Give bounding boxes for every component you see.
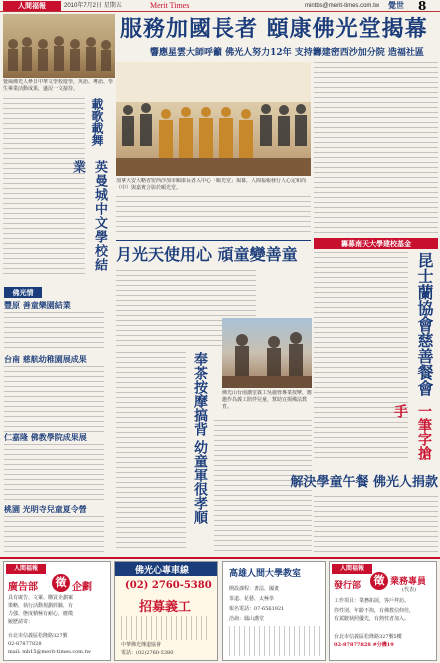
left-ad-title2: 企劃 bbox=[72, 582, 92, 593]
left-ad-line-1: 具有廣告、文案、購買企劃案 bbox=[8, 595, 74, 601]
people-silhouettes bbox=[3, 14, 115, 78]
left-section-text-2 bbox=[4, 366, 104, 432]
ads-divider bbox=[0, 557, 440, 559]
left-recruit-ad bbox=[3, 561, 111, 661]
middle-vertical-headline-1: 奉茶按摩搞背 bbox=[192, 352, 208, 436]
section-name: 覺世 bbox=[388, 0, 404, 10]
right-ad-title: 發行部 bbox=[334, 581, 362, 591]
right-ad-subtitle: (代表) bbox=[402, 587, 416, 593]
buddhist-section-label: 佛光情 bbox=[4, 287, 42, 298]
right-vertical-subheadline: 一筆字搶手 bbox=[392, 404, 432, 460]
volunteer-ad-title: 佛光心專車線 bbox=[135, 566, 190, 576]
main-photo bbox=[116, 62, 311, 176]
newspaper-logo: 人間福報 bbox=[3, 1, 61, 11]
volunteer-ad-line-1: 中華佛光傳道協會 bbox=[121, 642, 162, 648]
left-ad-line-3: 力強、態度積極有耐心，應徵 bbox=[8, 611, 74, 617]
main-article-text-lower bbox=[116, 196, 311, 236]
university-ad-text bbox=[229, 626, 321, 656]
massage-scene bbox=[222, 318, 312, 388]
right-ad-line-4: 台北市信義區松隆路327號5樓 bbox=[334, 634, 402, 640]
right-ad-line-3: 有駕駛執照優先，有熱忱者加入。 bbox=[334, 616, 410, 622]
middle-headline: 月光天使用心 頑童變善童 bbox=[116, 245, 298, 264]
left-vertical-headline-2: 英曼城中文學校結業 bbox=[70, 160, 107, 272]
left-ad-logo: 人間福報 bbox=[6, 564, 46, 574]
main-article-text-right bbox=[314, 62, 438, 234]
left-ad-line-7: mail: mh15@merit-times.com.tw bbox=[8, 649, 91, 655]
university-ad-line-3: 報名電話：07-6561921 bbox=[229, 606, 285, 612]
middle-divider bbox=[116, 240, 311, 241]
left-ad-line-4: 履歷請寄： bbox=[8, 619, 34, 625]
contact-email: mintbs@merit-times.com.tw bbox=[305, 3, 380, 9]
merit-times-label: Merit Times bbox=[150, 1, 190, 10]
right-ad-logo: 人間福報 bbox=[332, 564, 372, 574]
middle-article-text-left bbox=[116, 352, 186, 552]
right-ad-line-1: 工作項目：業務拓展，客戶拜訪。 bbox=[334, 598, 410, 604]
volunteer-ad-line-2: 電話：(02)2760-5380 bbox=[121, 650, 174, 656]
volunteer-ad-text bbox=[121, 616, 211, 640]
bottom-right-headline: 解決學童午餐 佛光人捐款 bbox=[290, 475, 438, 490]
right-recruit-ad bbox=[329, 561, 437, 661]
issue-date: 2010年7月2日 星期五 bbox=[64, 3, 122, 9]
right-ad-hiring-badge: 徵 bbox=[370, 572, 388, 590]
university-ad-title: 高雄人間大學教室 bbox=[229, 569, 302, 579]
middle-photo-caption: 佛光山台南講堂義工吳麗蓉專業按摩，應邀作為義工陪伴兒童，幫助宣揚佛法教育。 bbox=[222, 390, 312, 410]
left-ad-line-2: 策略、執行活動規劃經驗，有 bbox=[8, 603, 74, 609]
volunteer-ad-recruit: 招募義工 bbox=[139, 600, 192, 615]
left-ad-hiring-badge: 徵 bbox=[52, 574, 70, 592]
university-ad-line-1: 開設課程：書法、國畫 bbox=[229, 586, 280, 592]
middle-photo bbox=[222, 318, 312, 388]
left-section-head-3: 仁嘉隆 佛教學院成果展 bbox=[4, 432, 87, 442]
left-article-text bbox=[3, 98, 85, 278]
main-headline: 服務加國長者 頤康佛光堂揭幕 bbox=[120, 16, 428, 42]
right-fundraise-label: 籌募南天大學建校基金 bbox=[314, 238, 438, 249]
masthead bbox=[0, 0, 440, 12]
right-article-text bbox=[314, 252, 408, 462]
page-number: 8 bbox=[418, 0, 427, 13]
left-ad-title: 廣告部 bbox=[8, 582, 38, 593]
volunteer-ad-phone: (02) 2760-5380 bbox=[125, 580, 212, 591]
left-section-text-4 bbox=[4, 516, 104, 556]
left-section-head-4: 桃園 光明寺兒童夏令營 bbox=[4, 504, 87, 514]
volunteer-recruit-ad bbox=[114, 561, 218, 661]
university-ad-line-4: 洽詢：鳳山講堂 bbox=[229, 616, 265, 622]
university-ad-line-2: 茶道、花藝、太極拳 bbox=[229, 596, 275, 602]
monks-group-silhouettes bbox=[116, 62, 311, 176]
right-ad-line-2: 你性別、年齡不拘，有佛教信仰佳， bbox=[334, 608, 415, 614]
left-ad-line-6: 02-87877828 bbox=[8, 641, 42, 647]
main-photo-caption: 加拿大安大略省密西沙加市頤康長者入中心「頤光堂」揭幕，人間福報發行人心定和尚（中）與嘉賓合影於頤光堂。 bbox=[116, 178, 307, 191]
left-section-head-2: 台南 慈航幼稚園展成果 bbox=[4, 354, 87, 364]
left-section-head-1: 豐原 善童樂園結業 bbox=[4, 300, 71, 310]
main-subheadline: 響應星雲大師呼籲 佛光人努力12年 支持籌建密西沙加分院 造福社區 bbox=[150, 48, 424, 58]
middle-vertical-headline-2: 幼童軍很孝順 bbox=[192, 440, 208, 524]
left-vertical-headline-1: 載歌載舞 bbox=[90, 98, 104, 146]
right-ad-line-5: 02-87877828 #分機19 bbox=[334, 642, 394, 648]
right-ad-title2: 業務專員 bbox=[390, 577, 427, 587]
right-vertical-headline: 昆士蘭協會慈善餐會 bbox=[415, 252, 434, 396]
university-classroom-ad bbox=[222, 561, 326, 661]
top-left-photo bbox=[3, 14, 115, 78]
bottom-right-article-text bbox=[314, 496, 438, 552]
left-section-text-3 bbox=[4, 444, 104, 500]
left-ad-line-5: 台北市信義區松隆路327號 bbox=[8, 633, 68, 639]
top-left-photo-caption: 覺風佛光人參日中華文學校遊學，英語、粵語、學生畢業活動成果，盛況一文接待。 bbox=[3, 79, 114, 92]
left-section-text-1 bbox=[4, 312, 104, 350]
